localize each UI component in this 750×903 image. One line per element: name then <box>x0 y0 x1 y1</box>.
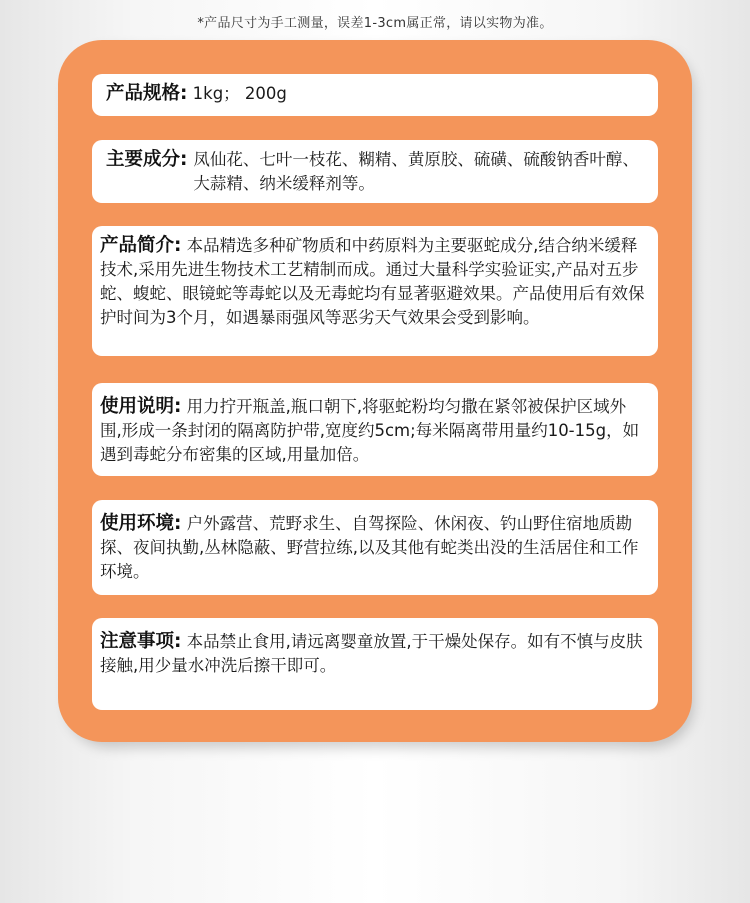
spec-text: 1kg； 200g <box>192 84 287 103</box>
usage-label: 使用说明: <box>100 396 182 417</box>
intro-card <box>92 226 658 356</box>
ingredients-card <box>92 140 658 203</box>
spec-label: 产品规格: <box>106 83 188 104</box>
caution-label: 注意事项: <box>100 631 182 652</box>
environment-card <box>92 500 658 595</box>
usage-card <box>92 383 658 476</box>
ingredients-text: 凤仙花、七叶一枝花、糊精、黄原胶、硫磺、硫酸钠香叶醇、大蒜精、纳米缓释剂等。 <box>193 150 639 193</box>
info-panel <box>58 40 692 742</box>
ingredients-label: 主要成分: <box>106 149 188 170</box>
environment-text: 户外露营、荒野求生、自驾探险、休闲夜、钓山野住宿地质勘探、夜间执勤,丛林隐蔽、野营拉练,以及其他有蛇类出没的生活居住和工作环境。 <box>100 514 639 581</box>
intro-text: 本品精选多种矿物质和中药原料为主要驱蛇成分,结合纳米缓释技术,采用先进生物技术工艺精制而成。通过大量科学实验证实,产品对五步蛇、蝮蛇、眼镜蛇等毒蛇以及无毒蛇均有显著驱避效果。产品使用后有效保护时间为3个月，如遇暴雨强风等恶劣天气效果会受到影响。 <box>100 236 645 327</box>
usage-text: 用力拧开瓶盖,瓶口朝下,将驱蛇粉均匀撒在紧邻被保护区域外围,形成一条封闭的隔离防护带,宽度约5cm;每米隔离带用量约10-15g，如遇到毒蛇分布密集的区域,用量加倍。 <box>100 397 640 464</box>
intro-label: 产品简介: <box>100 235 182 256</box>
caution-card <box>92 618 658 710</box>
spec-card <box>92 74 658 116</box>
measurement-note: *产品尺寸为手工测量，误差1-3cm属正常，请以实物为准。 <box>197 16 553 31</box>
caution-text: 本品禁止食用,请远离婴童放置,于干燥处保存。如有不慎与皮肤接触,用少量水冲洗后擦干即可。 <box>100 632 643 675</box>
environment-label: 使用环境: <box>100 513 182 534</box>
